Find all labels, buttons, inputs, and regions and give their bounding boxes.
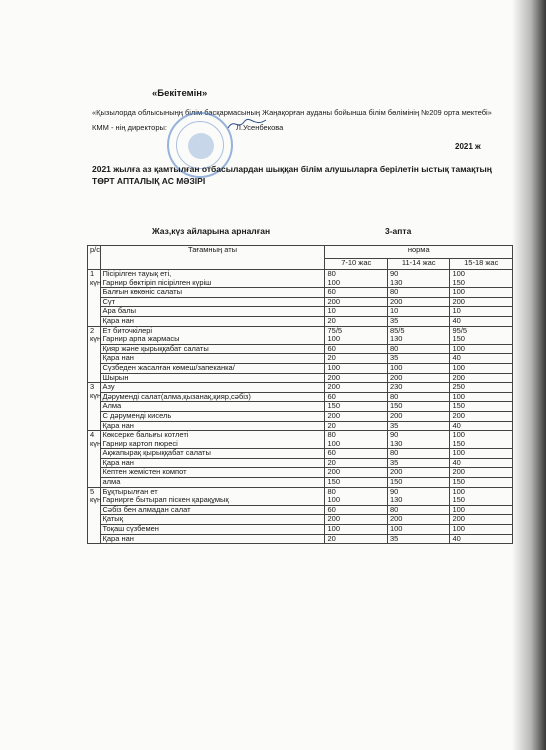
norm-value: 20 (327, 420, 336, 430)
norm-cell (450, 525, 513, 535)
dish-name: Балғын көкөніс салаты (102, 287, 182, 297)
norm-cell (387, 383, 449, 393)
norm-value: 150 (452, 334, 465, 344)
norm-cell (325, 525, 387, 535)
day-unit: күн (90, 438, 102, 448)
dish-name-cell (100, 288, 325, 298)
norm-cell (387, 431, 449, 449)
dish-name-cell (100, 326, 325, 344)
norm-value: 200 (452, 372, 465, 382)
organization-line: «Қызылорда облысыныңң білім басқармасының Жаңақорған ауданы бойынша білім бөлімінің №209 орта мектебі» (92, 108, 492, 117)
norm-value: 200 (389, 372, 403, 382)
dish-name: Қатық (102, 514, 123, 524)
norm-cell (450, 316, 513, 326)
norm-value: 20 (327, 315, 336, 325)
dish-name: Гарнир арпа жармасы (102, 334, 180, 344)
day-number-cell (88, 431, 101, 488)
norm-value: 85/5 (389, 325, 405, 335)
director-name: Л.Усенбекова (236, 123, 284, 132)
norm-value: 200 (327, 410, 340, 420)
norm-value: 200 (452, 410, 465, 420)
norm-value: 200 (452, 296, 465, 306)
norm-cell (387, 270, 449, 288)
dish-name: Шырын (102, 372, 129, 382)
norm-value: 230 (389, 382, 403, 392)
norm-value: 100 (452, 448, 465, 458)
header-norm: норма (325, 246, 513, 259)
table-row (88, 297, 513, 307)
norm-value: 100 (452, 343, 465, 353)
dish-name-cell (100, 354, 325, 364)
norm-value: 100 (327, 362, 340, 372)
dish-name-cell (100, 534, 325, 544)
norm-value: 60 (327, 448, 336, 458)
header-no: р/с (88, 246, 101, 270)
dish-name-cell (100, 363, 325, 373)
norm-value: 200 (389, 296, 403, 306)
norm-cell (325, 402, 387, 412)
norm-value: 100 (389, 362, 403, 372)
norm-value: 150 (452, 277, 465, 287)
dish-name-cell (100, 411, 325, 421)
norm-cell (450, 383, 513, 393)
norm-cell (325, 431, 387, 449)
dish-name-cell (100, 449, 325, 459)
norm-cell (325, 288, 387, 298)
norm-value: 35 (389, 533, 399, 543)
norm-value: 150 (389, 477, 403, 487)
norm-value: 130 (389, 334, 403, 344)
dish-name-cell (100, 316, 325, 326)
day-unit: күн (90, 277, 102, 287)
table-row (88, 307, 513, 317)
header-dish: Тағамның аты (100, 246, 325, 270)
dish-name-cell (100, 373, 325, 383)
dish-name: Қара нан (102, 457, 134, 467)
norm-cell (387, 402, 449, 412)
document-title-line1: 2021 жылға аз қамтылған отбасылардан шыққан білім алушыларға берілетін ыстық тамақтың (92, 164, 492, 174)
norm-value: 35 (389, 315, 399, 325)
dish-name-cell (100, 392, 325, 402)
norm-value: 150 (327, 477, 340, 487)
dish-name-cell (100, 525, 325, 535)
dish-name: Ет биточкілері (102, 325, 153, 335)
day-unit: күн (90, 390, 102, 400)
norm-value: 60 (327, 504, 336, 514)
norm-value: 80 (327, 430, 336, 440)
norm-value: 95/5 (452, 325, 468, 335)
norm-cell (387, 354, 449, 364)
dish-name: Кептен жемістен компот (102, 467, 187, 477)
norm-value: 40 (452, 457, 461, 467)
norm-cell (387, 534, 449, 544)
norm-value: 60 (327, 343, 336, 353)
norm-cell (325, 383, 387, 393)
table-row (88, 316, 513, 326)
norm-value: 200 (327, 372, 340, 382)
norm-value: 200 (389, 410, 403, 420)
document-title-line2: ТӨРТ АПТАЛЫҚ АС МӘЗІРІ (92, 176, 206, 186)
norm-value: 250 (452, 382, 465, 392)
norm-value: 40 (452, 315, 461, 325)
norm-value: 35 (389, 353, 399, 363)
norm-value: 150 (389, 401, 403, 411)
dish-name: Сүт (102, 296, 116, 306)
table-row (88, 392, 513, 402)
norm-cell (325, 449, 387, 459)
norm-value: 100 (452, 524, 465, 534)
norm-cell (387, 326, 449, 344)
norm-cell (450, 270, 513, 288)
norm-cell (325, 363, 387, 373)
dish-name: Қара нан (102, 420, 134, 430)
norm-cell (450, 411, 513, 421)
norm-cell (325, 411, 387, 421)
norm-cell (450, 478, 513, 488)
day-number: 1 (90, 269, 95, 278)
norm-cell (325, 316, 387, 326)
approval-heading: «Бекітемін» (152, 88, 208, 99)
norm-value: 200 (389, 514, 403, 524)
norm-value: 80 (389, 391, 399, 401)
director-label: КММ - нің директоры: (92, 123, 168, 132)
norm-cell (387, 525, 449, 535)
dish-name-cell (100, 383, 325, 393)
dish-name: Сүзбеден жасалған көмеш/запеканка/ (102, 362, 235, 372)
norm-value: 100 (389, 524, 403, 534)
norm-value: 100 (327, 524, 340, 534)
table-row (88, 525, 513, 535)
norm-value: 200 (452, 467, 465, 477)
norm-value: 130 (389, 438, 403, 448)
table-row (88, 478, 513, 488)
norm-value: 75/5 (327, 325, 343, 335)
norm-value: 10 (452, 306, 461, 316)
norm-value: 80 (389, 448, 399, 458)
day-number-cell (88, 270, 101, 327)
dish-name: Қияр және қырыққабат салаты (102, 343, 209, 353)
week-label: 3-апта (385, 226, 412, 236)
dish-name-cell (100, 468, 325, 478)
dish-name: Ақжапырақ қырыққабат салаты (102, 448, 211, 458)
norm-value: 130 (389, 277, 403, 287)
table-row (88, 383, 513, 393)
norm-value: 100 (327, 334, 340, 344)
header-age-7-10: 7-10 жас (325, 259, 387, 270)
table-row (88, 487, 513, 505)
norm-cell (325, 534, 387, 544)
dish-name: Қара нан (102, 353, 134, 363)
table-row (88, 270, 513, 288)
dish-name: Гарнирге бытырап піскен қарақұмық (102, 495, 229, 505)
norm-value: 80 (389, 343, 399, 353)
dish-name-cell (100, 270, 325, 288)
norm-cell (450, 363, 513, 373)
day-number-cell (88, 487, 101, 544)
dish-name-cell (100, 478, 325, 488)
norm-value: 100 (327, 438, 340, 448)
norm-value: 100 (452, 504, 465, 514)
norm-value: 150 (327, 401, 340, 411)
dish-name-cell (100, 505, 325, 515)
dish-name: Ара балы (102, 306, 136, 316)
dish-name: Пісірілген тауық еті, (102, 269, 172, 278)
table-row (88, 326, 513, 344)
norm-value: 60 (327, 287, 336, 297)
norm-cell (387, 288, 449, 298)
norm-cell (450, 487, 513, 505)
norm-cell (450, 534, 513, 544)
norm-value: 150 (452, 477, 465, 487)
norm-value: 100 (452, 430, 465, 440)
header-age-11-14: 11-14 жас (387, 259, 449, 270)
norm-value: 10 (389, 306, 399, 316)
year-label: 2021 ж (455, 142, 481, 151)
norm-cell (387, 411, 449, 421)
norm-value: 200 (327, 296, 340, 306)
norm-cell (387, 363, 449, 373)
norm-value: 100 (327, 277, 340, 287)
norm-cell (387, 316, 449, 326)
norm-value: 80 (327, 269, 336, 278)
table-row (88, 363, 513, 373)
day-unit: күн (90, 495, 102, 505)
table-row (88, 505, 513, 515)
table-row (88, 288, 513, 298)
table-row (88, 468, 513, 478)
scan-edge-shadow (512, 0, 546, 750)
signature (226, 116, 268, 132)
norm-cell (325, 478, 387, 488)
norm-value: 100 (452, 269, 465, 278)
day-number: 4 (90, 430, 95, 440)
table-row (88, 373, 513, 383)
norm-value: 100 (452, 362, 465, 372)
norm-value: 130 (389, 495, 403, 505)
dish-name: Көксерке балығы котлеті (102, 430, 189, 440)
norm-value: 35 (389, 420, 399, 430)
norm-value: 200 (327, 514, 340, 524)
norm-value: 200 (327, 382, 340, 392)
norm-value: 100 (452, 486, 465, 496)
norm-cell (325, 487, 387, 505)
norm-value: 100 (452, 287, 465, 297)
norm-cell (325, 270, 387, 288)
dish-name: С дәрумендi кисель (102, 410, 172, 420)
norm-cell (450, 431, 513, 449)
norm-value: 200 (327, 467, 340, 477)
norm-cell (450, 288, 513, 298)
norm-value: 150 (452, 438, 465, 448)
norm-value: 200 (389, 467, 403, 477)
norm-value: 150 (452, 401, 465, 411)
norm-value: 90 (389, 486, 399, 496)
norm-cell (450, 326, 513, 344)
dish-name: Тоқаш сүзбемен (102, 524, 159, 534)
menu-table (87, 245, 513, 544)
norm-value: 20 (327, 353, 336, 363)
norm-value: 20 (327, 533, 336, 543)
table-row (88, 449, 513, 459)
norm-cell (387, 478, 449, 488)
norm-value: 90 (389, 430, 399, 440)
norm-value: 200 (452, 514, 465, 524)
norm-value: 20 (327, 457, 336, 467)
norm-value: 35 (389, 457, 399, 467)
norm-value: 10 (327, 306, 336, 316)
dish-name: Дәрумендi салат(алма,қызанақ,қияр,сәбіз) (102, 391, 251, 401)
header-age-15-18: 15-18 жас (450, 259, 513, 270)
day-unit: күн (90, 334, 102, 344)
dish-name: Қара нан (102, 533, 134, 543)
dish-name-cell (100, 487, 325, 505)
day-number-cell (88, 326, 101, 383)
norm-cell (450, 354, 513, 364)
norm-cell (450, 449, 513, 459)
norm-value: 40 (452, 353, 461, 363)
table-row (88, 344, 513, 354)
dish-name-cell (100, 431, 325, 449)
dish-name: Азу (102, 382, 115, 392)
table-row (88, 431, 513, 449)
dish-name: алма (102, 477, 121, 487)
dish-name: Гарнир картоп пюресі (102, 438, 178, 448)
dish-name: Гарнир бөктіріп пісірілген күріш (102, 277, 212, 287)
day-number-cell (88, 383, 101, 431)
norm-value: 150 (452, 495, 465, 505)
day-number: 3 (90, 382, 95, 392)
table-row (88, 354, 513, 364)
norm-value: 40 (452, 420, 461, 430)
norm-value: 90 (389, 269, 399, 278)
dish-name: Алма (102, 401, 122, 411)
season-label: Жаз,күз айларына арналған (152, 226, 271, 236)
dish-name: Қара нан (102, 315, 134, 325)
norm-value: 100 (452, 391, 465, 401)
norm-value: 80 (389, 287, 399, 297)
norm-cell (387, 487, 449, 505)
day-number: 2 (90, 325, 95, 335)
dish-name: Бұқтырылған ет (102, 486, 158, 496)
norm-cell (387, 449, 449, 459)
table-row (88, 534, 513, 544)
norm-cell (325, 326, 387, 344)
norm-value: 40 (452, 533, 461, 543)
norm-value: 80 (389, 504, 399, 514)
norm-value: 80 (327, 486, 336, 496)
table-row (88, 411, 513, 421)
dish-name-cell (100, 402, 325, 412)
norm-value: 60 (327, 391, 336, 401)
day-number: 5 (90, 486, 95, 496)
dish-name: Сәбіз бен алмадан салат (102, 504, 191, 514)
norm-cell (450, 402, 513, 412)
norm-value: 100 (327, 495, 340, 505)
norm-cell (325, 354, 387, 364)
table-row (88, 402, 513, 412)
